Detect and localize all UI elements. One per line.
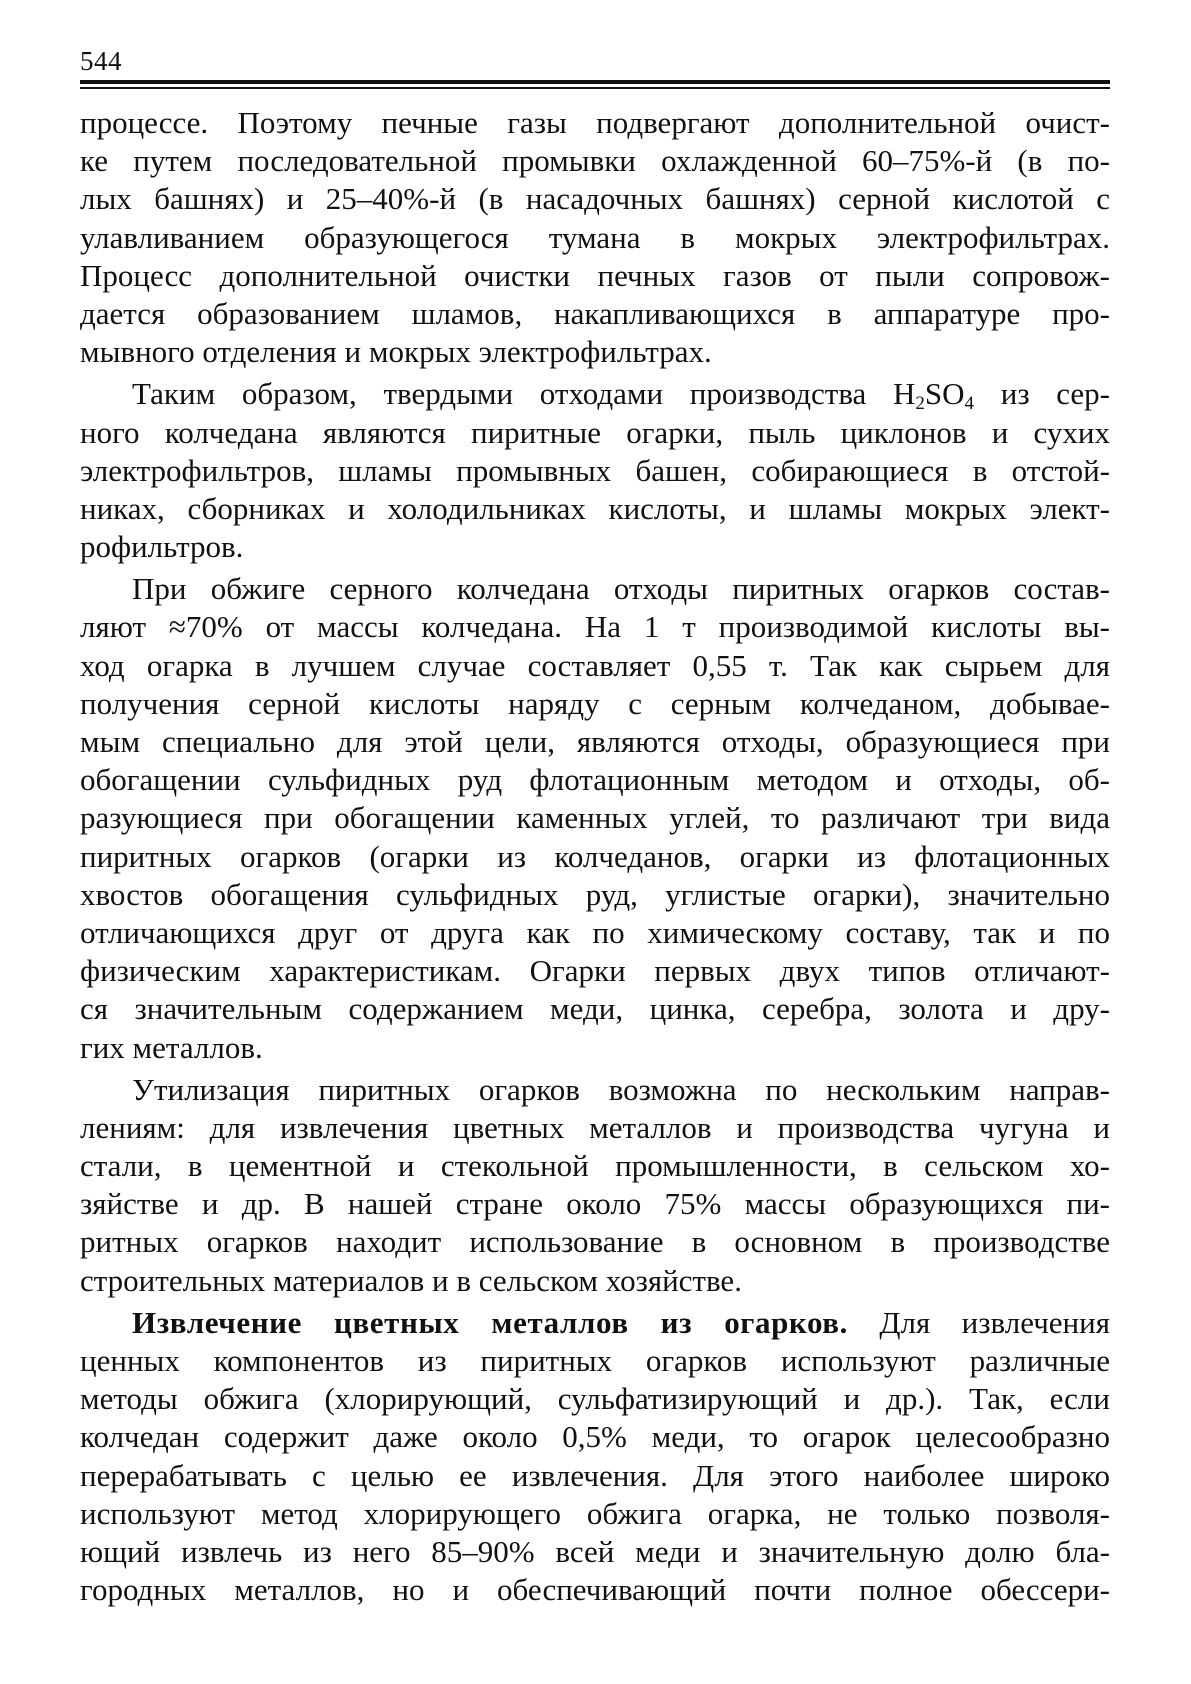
- text-line: ритных огарков находит использование в основном в производстве: [80, 1224, 1110, 1260]
- text-line: рофильтров.: [80, 529, 244, 565]
- text-line: Процесс дополнительной очистки печных газов от пыли сопровож-: [80, 257, 1110, 293]
- text-line: разующиеся при обогащении каменных углей, то различают три вида: [80, 800, 1110, 836]
- formula-subscript: 4: [964, 393, 975, 415]
- text-line: ляют ≈70% от массы колчедана. На 1 т производимой кислоты вы-: [80, 609, 1110, 645]
- text-line: строительных материалов и в сельском хозяйстве.: [80, 1262, 742, 1298]
- text-line: методы обжига (хлорирующий, сульфатизирующий и др.). Так, если: [80, 1381, 1110, 1417]
- text-fragment: Для извлечения: [848, 1304, 1110, 1340]
- text-line: дается образованием шламов, накапливающихся в аппаратуре про-: [80, 295, 1110, 331]
- text-line: никах, сборниках и холодильниках кислоты, и шламы мокрых элект-: [80, 490, 1110, 526]
- text-line: лых башнях) и 25–40%-й (в насадочных башнях) серной кислотой с: [80, 181, 1110, 217]
- body-text: [80, 104, 1110, 1609]
- paragraph-1: [80, 104, 1110, 371]
- text-line: электрофильтров, шламы промывных башен, собирающиеся в отстой-: [80, 452, 1110, 488]
- page-number: 544: [80, 46, 122, 76]
- text-fragment: из сер-: [974, 376, 1110, 412]
- text-line: пиритных огарков (огарки из колчеданов, огарки из флотационных: [80, 838, 1110, 874]
- text-line: Утилизация пиритных огарков возможна по нескольким направ-: [132, 1071, 1110, 1107]
- text-line: ся значительным содержанием меди, цинка, серебра, золота и дру-: [80, 991, 1110, 1027]
- paragraph-5: [80, 1304, 1110, 1610]
- text-line: получения серной кислоты наряду с серным колчеданом, добывае-: [80, 685, 1110, 721]
- header-rule-thick: [80, 80, 1110, 84]
- header-rule-thin: [80, 87, 1110, 89]
- text-line: ход огарка в лучшем случае составляет 0,55 т. Так как сырьем для: [80, 647, 1110, 683]
- formula-subscript: 2: [915, 393, 925, 415]
- text-line: ке путем последовательной промывки охлажденной 60–75%-й (в по-: [80, 143, 1110, 179]
- text-line: перерабатывать с целью ее извлечения. Для этого наиболее широко: [80, 1457, 1110, 1493]
- text-line: используют метод хлорирующего обжига огарка, не только позволя-: [80, 1495, 1110, 1531]
- text-line: лениям: для извлечения цветных металлов и производства чугуна и: [80, 1109, 1110, 1145]
- text-line: гих металлов.: [80, 1029, 263, 1065]
- text-line: стали, в цементной и стекольной промышленности, в сельском хо-: [80, 1148, 1110, 1184]
- text-line: улавливанием образующегося тумана в мокрых электрофильтрах.: [80, 219, 1110, 255]
- text-line: зяйстве и др. В нашей стране около 75% массы образующихся пи-: [80, 1186, 1110, 1222]
- text-line: хвостов обогащения сульфидных руд, углистые огарки), значительно: [80, 876, 1110, 912]
- text-line: процессе. Поэтому печные газы подвергают дополнительной очист-: [80, 105, 1110, 140]
- text-line-with-formula: [80, 375, 1110, 413]
- paragraph-2: [80, 375, 1110, 566]
- text-line: отличающихся друг от друга как по химическому составу, так и по: [80, 914, 1110, 950]
- text-line: обогащении сульфидных руд флотационным методом и отходы, об-: [80, 762, 1110, 798]
- text-fragment: Таким образом, твердыми отходами производства H: [132, 376, 916, 412]
- text-line: мым специально для этой цели, являются отходы, образующиеся при: [80, 724, 1110, 759]
- text-line: ценных компонентов из пиритных огарков используют различные: [80, 1343, 1110, 1378]
- text-line: ющий извлечь из него 85–90% всей меди и значительную долю бла-: [80, 1533, 1110, 1569]
- text-line-with-heading: [80, 1304, 1110, 1342]
- paragraph-3: [80, 570, 1110, 1066]
- text-line: физическим характеристикам. Огарки первых двух типов отличают-: [80, 953, 1110, 989]
- text-line: ного колчедана являются пиритные огарки, пыль циклонов и сухих: [80, 414, 1110, 450]
- paragraph-4: [80, 1071, 1110, 1300]
- section-run-in-heading: Извлечение цветных металлов из огарков.: [132, 1304, 848, 1340]
- text-line: При обжиге серного колчедана отходы пиритных огарков состав-: [132, 571, 1110, 607]
- text-line: колчедан содержит даже около 0,5% меди, то огарок целесообразно: [80, 1419, 1110, 1455]
- text-fragment: SO: [924, 376, 965, 412]
- text-line: городных металлов, но и обеспечивающий почти полное обессери-: [80, 1572, 1110, 1608]
- text-line: мывного отделения и мокрых электрофильтрах.: [80, 334, 712, 370]
